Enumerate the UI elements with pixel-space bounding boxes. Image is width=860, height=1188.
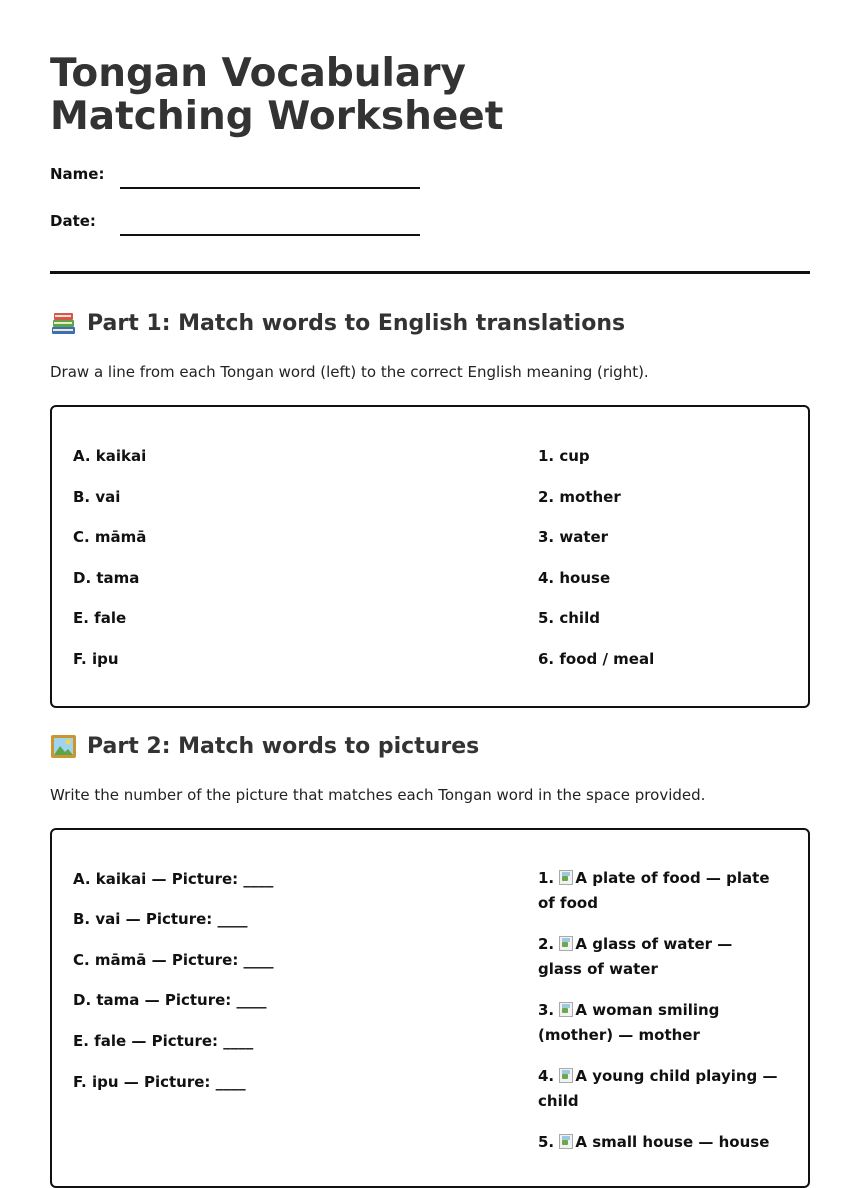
list-item: E. fale xyxy=(73,609,127,627)
picture-label: — house xyxy=(693,1133,770,1151)
list-item: F. ipu xyxy=(73,650,119,668)
picture-label: — plate of food xyxy=(538,869,770,912)
list-item: 5. child xyxy=(538,609,600,627)
picture-item xyxy=(538,866,778,916)
header-divider xyxy=(50,271,810,274)
picture-alt-text: A plate of food xyxy=(575,869,701,887)
picture-alt-text: A young child playing xyxy=(575,1067,758,1085)
list-item: 1. cup xyxy=(538,447,590,465)
list-item: B. vai xyxy=(73,488,121,506)
name-label: Name: xyxy=(50,165,105,183)
list-item: 2. mother xyxy=(538,488,621,506)
part2-heading-text: Part 2: Match words to pictures xyxy=(87,734,480,759)
picture-item xyxy=(538,998,778,1048)
list-item: E. fale — Picture: ____ xyxy=(73,1032,254,1050)
broken-image-icon xyxy=(559,1134,573,1149)
date-field[interactable] xyxy=(120,234,420,236)
part1-heading xyxy=(50,311,625,336)
list-item: A. kaikai xyxy=(73,447,147,465)
picture-item xyxy=(538,932,778,982)
picture-alt-text: A woman smiling (mother) xyxy=(538,1001,720,1044)
part1-heading-text: Part 1: Match words to English translations xyxy=(87,311,626,336)
list-item: 4. house xyxy=(538,569,611,587)
picture-label: — glass of water xyxy=(538,935,733,978)
broken-image-icon xyxy=(559,870,573,885)
date-label: Date: xyxy=(50,212,96,230)
list-item: 3. water xyxy=(538,528,609,546)
list-item: 6. food / meal xyxy=(538,650,655,668)
picture-number: 3. xyxy=(538,1001,555,1019)
list-item: D. tama — Picture: ____ xyxy=(73,991,267,1009)
books-icon xyxy=(50,311,77,336)
list-item: A. kaikai — Picture: ____ xyxy=(73,870,274,888)
part1-matching-box xyxy=(50,405,810,708)
picture-number: 2. xyxy=(538,935,555,953)
picture-number: 1. xyxy=(538,869,555,887)
part2-matching-box xyxy=(50,828,810,1188)
list-item: C. māmā xyxy=(73,528,147,546)
list-item: B. vai — Picture: ____ xyxy=(73,910,248,928)
part2-heading xyxy=(50,734,479,759)
name-field[interactable] xyxy=(120,187,420,189)
part1-instructions: Draw a line from each Tongan word (left) to the correct English meaning (right). xyxy=(50,363,649,381)
picture-number: 4. xyxy=(538,1067,555,1085)
framed-picture-icon xyxy=(50,734,77,759)
picture-item xyxy=(538,1064,778,1114)
picture-label: — child xyxy=(538,1067,778,1110)
list-item: F. ipu — Picture: ____ xyxy=(73,1073,246,1091)
picture-alt-text: A glass of water xyxy=(575,935,713,953)
broken-image-icon xyxy=(559,936,573,951)
picture-alt-text: A small house xyxy=(575,1133,694,1151)
broken-image-icon xyxy=(559,1068,573,1083)
picture-item xyxy=(538,1130,778,1155)
picture-label: — mother xyxy=(613,1026,700,1044)
page-title: Tongan Vocabulary Matching Worksheet xyxy=(50,51,504,139)
broken-image-icon xyxy=(559,1002,573,1017)
list-item: D. tama xyxy=(73,569,140,587)
part2-instructions: Write the number of the picture that matches each Tongan word in the space provided. xyxy=(50,786,706,804)
picture-number: 5. xyxy=(538,1133,555,1151)
list-item: C. māmā — Picture: ____ xyxy=(73,951,274,969)
